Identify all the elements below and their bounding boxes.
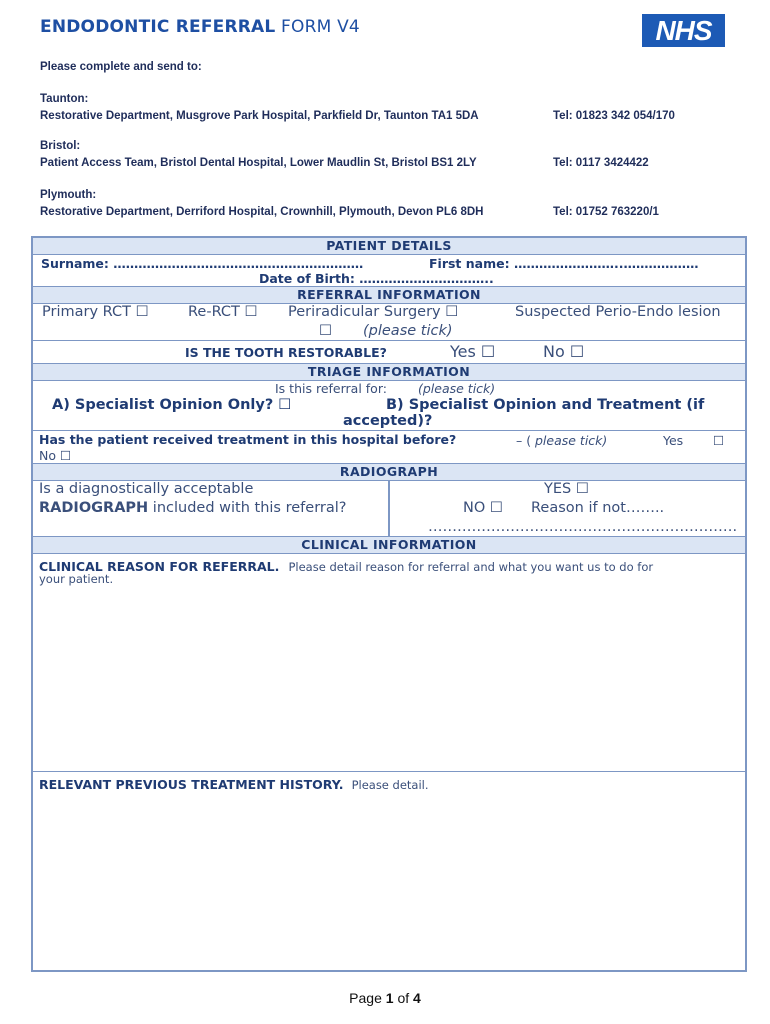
restorable-yes[interactable]: Yes ☐ <box>450 342 496 361</box>
clinical-reason-text: Please detail reason for referral and what you want us to do for <box>288 560 654 574</box>
triage-info-heading: TRIAGE INFORMATION <box>33 364 745 381</box>
radiograph-question-line2 <box>39 500 346 516</box>
address-tel-taunton: Tel: 01823 342 054/170 <box>553 110 675 122</box>
radiograph-reason-line[interactable]: ………………………………………………………. <box>428 519 738 535</box>
referral-please-tick: (please tick) <box>363 323 453 339</box>
clinical-reason-label-line <box>39 556 653 575</box>
prior-treatment-please-tick: please tick) <box>535 433 608 448</box>
re-rct-option[interactable]: Re-RCT ☐ <box>188 304 258 320</box>
restorable-question: IS THE TOOTH RESTORABLE? <box>185 345 387 360</box>
footer-page-number: 1 <box>385 990 394 1006</box>
option-b-continued: accepted)? <box>343 413 433 429</box>
radiograph-reason-label: Reason if not…….. <box>531 500 665 516</box>
treatment-history-label: RELEVANT PREVIOUS TREATMENT HISTORY. <box>39 777 344 792</box>
address-tel-bristol: Tel: 0117 3424422 <box>553 157 649 169</box>
address-line-plymouth: Restorative Department, Derriford Hospital, Crownhill, Plymouth, Devon PL6 8DH <box>40 206 484 218</box>
address-tel-plymouth: Tel: 01752 763220/1 <box>553 206 659 218</box>
treatment-history-label-line <box>39 774 429 793</box>
nhs-logo-text: NHS <box>655 14 712 46</box>
nhs-logo <box>642 14 725 47</box>
title-main: ENDODONTIC REFERRAL <box>40 17 276 37</box>
intro-text: Please complete and send to: <box>40 61 202 73</box>
referral-form <box>31 236 747 972</box>
radiograph-heading: RADIOGRAPH <box>33 464 745 481</box>
prior-treatment-yes: Yes <box>663 433 684 448</box>
option-a-specialist-opinion[interactable]: A) Specialist Opinion Only? ☐ <box>52 397 292 413</box>
referral-info-heading: REFERRAL INFORMATION <box>33 287 745 304</box>
prior-treatment-dash: – ( <box>516 433 532 448</box>
prior-treatment-row <box>33 431 745 464</box>
clinical-reason-box[interactable] <box>33 554 745 772</box>
footer-page-label: Page <box>349 990 382 1006</box>
radiograph-section <box>33 481 745 537</box>
option-b-specialist-treatment[interactable]: B) Specialist Opinion and Treatment (if <box>386 397 705 413</box>
restorable-no[interactable]: No ☐ <box>543 342 585 361</box>
clinical-reason-text-2: your patient. <box>39 572 114 586</box>
radiograph-bold-word: RADIOGRAPH <box>39 500 149 516</box>
perio-endo-option: Suspected Perio-Endo lesion <box>515 304 721 320</box>
dob-field[interactable]: Date of Birth: ………………………….. <box>259 271 494 286</box>
firstname-field[interactable]: First name: ……………………..……………… <box>429 256 699 271</box>
footer-of-label: of <box>397 990 410 1006</box>
prior-treatment-yes-checkbox[interactable]: ☐ <box>713 433 725 448</box>
patient-details-section <box>33 255 745 287</box>
referral-options <box>33 304 745 341</box>
radiograph-question-rest: included with this referral? <box>148 500 347 516</box>
patient-details-heading: PATIENT DETAILS <box>33 238 745 255</box>
surname-field[interactable]: Surname: …………………………………………………… <box>41 256 364 271</box>
treatment-history-box[interactable] <box>33 772 745 972</box>
clinical-reason-label: CLINICAL REASON FOR REFERRAL. <box>39 559 280 574</box>
triage-question: Is this referral for: <box>275 381 387 396</box>
address-city-taunton: Taunton: <box>40 93 89 105</box>
address-city-plymouth: Plymouth: <box>40 189 97 201</box>
footer-page-total: 4 <box>413 990 421 1006</box>
triage-please-tick: (please tick) <box>418 381 496 396</box>
title-version: FORM V4 <box>281 17 360 37</box>
address-line-bristol: Patient Access Team, Bristol Dental Hospital, Lower Maudlin St, Bristol BS1 2LY <box>40 157 477 169</box>
treatment-history-text: Please detail. <box>351 778 429 792</box>
address-city-bristol: Bristol: <box>40 140 81 152</box>
periradicular-surgery-option[interactable]: Periradicular Surgery ☐ <box>288 304 459 320</box>
radiograph-yes[interactable]: YES ☐ <box>544 481 589 497</box>
clinical-info-heading: CLINICAL INFORMATION <box>33 537 745 554</box>
primary-rct-option[interactable]: Primary RCT ☐ <box>42 304 149 320</box>
radiograph-no[interactable]: NO ☐ <box>463 500 503 516</box>
radiograph-divider <box>388 481 390 536</box>
radiograph-question-line1: Is a diagnostically acceptable <box>39 481 254 497</box>
perio-endo-checkbox[interactable]: ☐ <box>319 323 332 339</box>
prior-treatment-no[interactable]: No ☐ <box>39 448 72 463</box>
triage-options <box>33 381 745 431</box>
prior-treatment-question: Has the patient received treatment in this hospital before? <box>39 432 457 447</box>
page-footer <box>0 990 770 1006</box>
restorable-row <box>33 341 745 364</box>
page-title <box>40 17 360 37</box>
address-line-taunton: Restorative Department, Musgrove Park Hospital, Parkfield Dr, Taunton TA1 5DA <box>40 110 479 122</box>
